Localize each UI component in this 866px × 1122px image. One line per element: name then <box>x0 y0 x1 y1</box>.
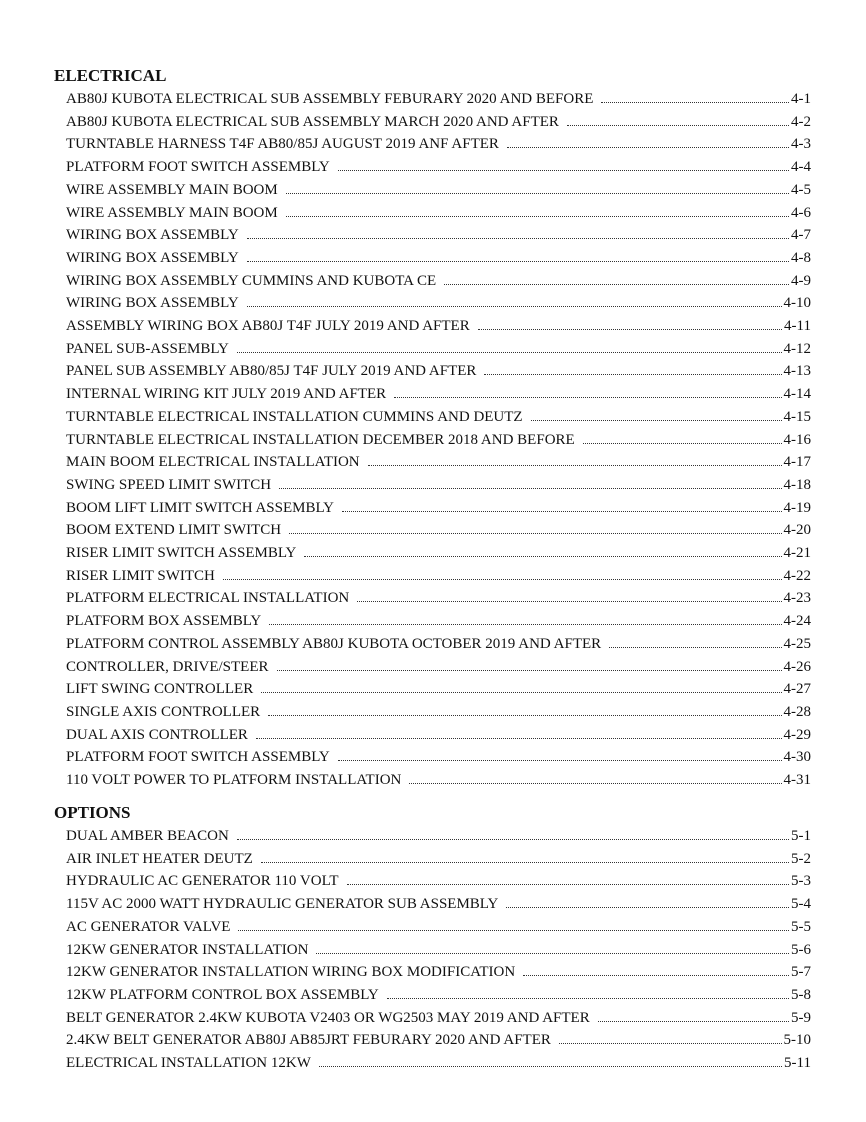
dot-leader <box>238 918 789 931</box>
entry-page-number: 5-7 <box>791 964 811 981</box>
dot-leader <box>269 612 781 625</box>
entry-page-number: 4-6 <box>791 204 811 221</box>
entry-page-number: 4-16 <box>783 431 811 448</box>
dot-leader <box>261 850 789 863</box>
toc-entry[interactable] <box>66 962 811 985</box>
entry-page-number: 4-28 <box>783 703 811 720</box>
toc-entry[interactable] <box>66 543 811 566</box>
entry-page-number: 4-22 <box>783 567 811 584</box>
entry-title: PANEL SUB ASSEMBLY AB80/85J T4F JULY 2019 AND AFTER <box>66 363 477 380</box>
entry-page-number: 4-25 <box>783 635 811 652</box>
dot-leader <box>583 431 782 444</box>
dot-leader <box>394 385 781 398</box>
entry-page-number: 4-7 <box>791 227 811 244</box>
toc-entry[interactable] <box>66 634 811 657</box>
entry-title: 12KW PLATFORM CONTROL BOX ASSEMBLY <box>66 986 379 1003</box>
dot-leader <box>304 544 781 557</box>
entry-title: RISER LIMIT SWITCH <box>66 567 215 584</box>
toc-entry[interactable] <box>66 225 811 248</box>
entry-page-number: 4-24 <box>783 613 811 630</box>
entry-page-number: 5-1 <box>791 828 811 844</box>
toc-entry[interactable] <box>66 917 811 940</box>
entry-page-number: 4-30 <box>783 749 811 766</box>
entry-page-number: 4-13 <box>783 363 811 380</box>
dot-leader <box>289 521 781 534</box>
entry-title: WIRING BOX ASSEMBLY CUMMINS AND KUBOTA CE <box>66 272 437 289</box>
toc-entry[interactable] <box>66 871 811 894</box>
toc-entry[interactable] <box>66 679 811 702</box>
entry-title: TURNTABLE ELECTRICAL INSTALLATION DECEMBER 2018 AND BEFORE <box>66 431 575 448</box>
dot-leader <box>609 635 781 648</box>
entry-page-number: 4-19 <box>783 499 811 516</box>
dot-leader <box>247 226 789 239</box>
dot-leader <box>237 340 782 353</box>
entry-title: WIRE ASSEMBLY MAIN BOOM <box>66 181 278 198</box>
toc-entry[interactable] <box>66 361 811 384</box>
dot-leader <box>342 499 782 512</box>
entry-page-number: 5-4 <box>791 896 811 913</box>
entry-title: WIRING BOX ASSEMBLY <box>66 249 239 266</box>
toc-entry[interactable] <box>66 826 811 849</box>
entry-title: LIFT SWING CONTROLLER <box>66 681 254 698</box>
entry-page-number: 5-3 <box>791 873 811 890</box>
entry-title: AIR INLET HEATER DEUTZ <box>66 850 253 867</box>
toc-entry[interactable] <box>66 384 811 407</box>
dot-leader <box>506 895 789 908</box>
toc-entry[interactable] <box>66 940 811 963</box>
dot-leader <box>559 1031 782 1044</box>
entry-page-number: 4-27 <box>783 681 811 698</box>
toc-entry[interactable] <box>66 1053 811 1076</box>
dot-leader <box>484 362 781 375</box>
toc-entry[interactable] <box>66 1030 811 1053</box>
toc-entry[interactable] <box>66 475 811 498</box>
entry-title: BOOM EXTEND LIMIT SWITCH <box>66 522 282 539</box>
dot-leader <box>268 703 781 716</box>
dot-leader <box>409 771 781 784</box>
entry-page-number: 4-18 <box>783 476 811 493</box>
entry-page-number: 4-10 <box>783 295 811 312</box>
entry-page-number: 5-2 <box>791 850 811 867</box>
dot-leader <box>316 941 789 954</box>
toc-entry[interactable] <box>66 157 811 180</box>
entry-title: RISER LIMIT SWITCH ASSEMBLY <box>66 545 297 561</box>
entry-page-number: 4-2 <box>791 113 811 130</box>
entry-page-number: 4-9 <box>791 272 811 289</box>
dot-leader <box>247 249 789 262</box>
entry-title: BELT GENERATOR 2.4KW KUBOTA V2403 OR WG2503 MAY 2019 AND AFTER <box>66 1009 590 1026</box>
entry-title: SWING SPEED LIMIT SWITCH <box>66 476 272 493</box>
dot-leader <box>601 90 789 103</box>
toc-entry[interactable] <box>66 702 811 725</box>
toc-entry[interactable] <box>66 849 811 872</box>
entry-page-number: 4-12 <box>783 340 811 357</box>
toc-entry[interactable] <box>66 770 811 793</box>
entry-title: ELECTRICAL INSTALLATION 12KW <box>66 1055 311 1071</box>
toc-entry[interactable] <box>66 985 811 1008</box>
entry-page-number: 4-20 <box>783 522 811 539</box>
entry-title: TURNTABLE ELECTRICAL INSTALLATION CUMMINS AND DEUTZ <box>66 408 523 425</box>
entry-title: PLATFORM BOX ASSEMBLY <box>66 613 262 630</box>
toc-entry[interactable] <box>66 134 811 157</box>
dot-leader <box>338 748 782 761</box>
toc-entry[interactable] <box>66 316 811 339</box>
entry-title: MAIN BOOM ELECTRICAL INSTALLATION <box>66 454 360 471</box>
entry-title: PLATFORM CONTROL ASSEMBLY AB80J KUBOTA OCTOBER 2019 AND AFTER <box>66 635 602 652</box>
entry-page-number: 5-9 <box>791 1009 811 1026</box>
entry-title: PLATFORM ELECTRICAL INSTALLATION <box>66 590 350 607</box>
toc-entry[interactable] <box>66 894 811 917</box>
toc-entry[interactable] <box>66 293 811 316</box>
entry-page-number: 4-3 <box>791 136 811 153</box>
entry-page-number: 5-8 <box>791 986 811 1003</box>
entry-page-number: 5-11 <box>784 1055 811 1071</box>
dot-leader <box>444 272 789 285</box>
dot-leader <box>286 181 789 194</box>
dot-leader <box>237 827 789 840</box>
entry-page-number: 4-26 <box>783 658 811 675</box>
entry-page-number: 4-4 <box>791 159 811 176</box>
entry-page-number: 4-5 <box>791 181 811 198</box>
dot-leader <box>279 476 781 489</box>
entry-title: WIRING BOX ASSEMBLY <box>66 227 239 244</box>
toc-entry[interactable] <box>66 89 811 112</box>
toc-entry[interactable] <box>66 430 811 453</box>
entry-page-number: 4-23 <box>783 590 811 607</box>
toc-entry[interactable] <box>66 588 811 611</box>
dot-leader <box>357 589 781 602</box>
dot-leader <box>319 1054 782 1067</box>
toc-entry[interactable] <box>66 747 811 770</box>
toc-entry[interactable] <box>66 180 811 203</box>
entry-title: 2.4KW BELT GENERATOR AB80J AB85JRT FEBURARY 2020 AND AFTER <box>66 1032 551 1049</box>
entry-page-number: 4-29 <box>783 726 811 743</box>
toc-entry[interactable] <box>66 452 811 475</box>
section-title: OPTIONS <box>54 803 131 822</box>
entry-page-number: 5-6 <box>791 941 811 958</box>
entry-page-number: 5-10 <box>783 1032 811 1049</box>
entry-title: 110 VOLT POWER TO PLATFORM INSTALLATION <box>66 772 402 788</box>
entry-page-number: 4-31 <box>783 772 811 788</box>
toc-entry[interactable] <box>66 271 811 294</box>
toc-entry[interactable] <box>66 248 811 271</box>
dot-leader <box>368 453 782 466</box>
dot-leader <box>531 408 782 421</box>
dot-leader <box>478 317 782 330</box>
dot-leader <box>347 872 789 885</box>
dot-leader <box>523 963 789 976</box>
dot-leader <box>256 726 782 739</box>
entry-title: BOOM LIFT LIMIT SWITCH ASSEMBLY <box>66 499 334 516</box>
entry-title: AB80J KUBOTA ELECTRICAL SUB ASSEMBLY MARCH 2020 AND AFTER <box>66 113 559 130</box>
entry-title: CONTROLLER, DRIVE/STEER <box>66 658 269 675</box>
dot-leader <box>277 658 782 671</box>
entry-title: SINGLE AXIS CONTROLLER <box>66 703 261 720</box>
entry-title: AB80J KUBOTA ELECTRICAL SUB ASSEMBLY FEBURARY 2020 AND BEFORE <box>66 91 594 107</box>
toc-entry[interactable] <box>66 566 811 589</box>
entry-title: PLATFORM FOOT SWITCH ASSEMBLY <box>66 159 330 176</box>
entry-page-number: 4-8 <box>791 249 811 266</box>
entry-title: 115V AC 2000 WATT HYDRAULIC GENERATOR SUB ASSEMBLY <box>66 896 499 913</box>
toc-entry[interactable] <box>66 112 811 135</box>
entry-title: 12KW GENERATOR INSTALLATION WIRING BOX MODIFICATION <box>66 964 516 981</box>
entry-page-number: 4-14 <box>783 386 811 403</box>
entry-title: WIRE ASSEMBLY MAIN BOOM <box>66 204 278 221</box>
entry-title: DUAL AXIS CONTROLLER <box>66 726 248 743</box>
entry-page-number: 4-21 <box>783 545 811 561</box>
entry-title: WIRING BOX ASSEMBLY <box>66 295 239 312</box>
toc-entry[interactable] <box>66 203 811 226</box>
dot-leader <box>286 204 789 217</box>
dot-leader <box>387 986 789 999</box>
entry-page-number: 4-17 <box>783 454 811 471</box>
dot-leader <box>261 680 781 693</box>
entry-page-number: 4-15 <box>783 408 811 425</box>
toc-entry[interactable] <box>66 1008 811 1031</box>
dot-leader <box>567 113 789 126</box>
dot-leader <box>223 567 782 580</box>
entry-title: PLATFORM FOOT SWITCH ASSEMBLY <box>66 749 330 766</box>
toc-entry[interactable] <box>66 611 811 634</box>
entry-page-number: 5-5 <box>791 918 811 935</box>
entry-title: TURNTABLE HARNESS T4F AB80/85J AUGUST 2019 ANF AFTER <box>66 136 499 153</box>
toc-entry[interactable] <box>66 657 811 680</box>
toc-entry[interactable] <box>66 520 811 543</box>
entry-title: INTERNAL WIRING KIT JULY 2019 AND AFTER <box>66 386 387 403</box>
entry-title: HYDRAULIC AC GENERATOR 110 VOLT <box>66 873 339 890</box>
toc-entry[interactable] <box>66 498 811 521</box>
entry-title: 12KW GENERATOR INSTALLATION <box>66 941 309 958</box>
dot-leader <box>507 135 789 148</box>
entry-page-number: 4-11 <box>784 318 811 334</box>
entry-title: DUAL AMBER BEACON <box>66 828 229 844</box>
entry-page-number: 4-1 <box>791 91 811 107</box>
toc-entry[interactable] <box>66 725 811 748</box>
dot-leader <box>338 158 789 171</box>
section-title: ELECTRICAL <box>54 66 167 85</box>
toc-entry[interactable] <box>66 339 811 362</box>
dot-leader <box>247 294 782 307</box>
entry-title: PANEL SUB-ASSEMBLY <box>66 340 229 357</box>
dot-leader <box>598 1009 789 1022</box>
toc-entry[interactable] <box>66 407 811 430</box>
entry-title: ASSEMBLY WIRING BOX AB80J T4F JULY 2019 AND AFTER <box>66 318 470 334</box>
entry-title: AC GENERATOR VALVE <box>66 918 231 935</box>
